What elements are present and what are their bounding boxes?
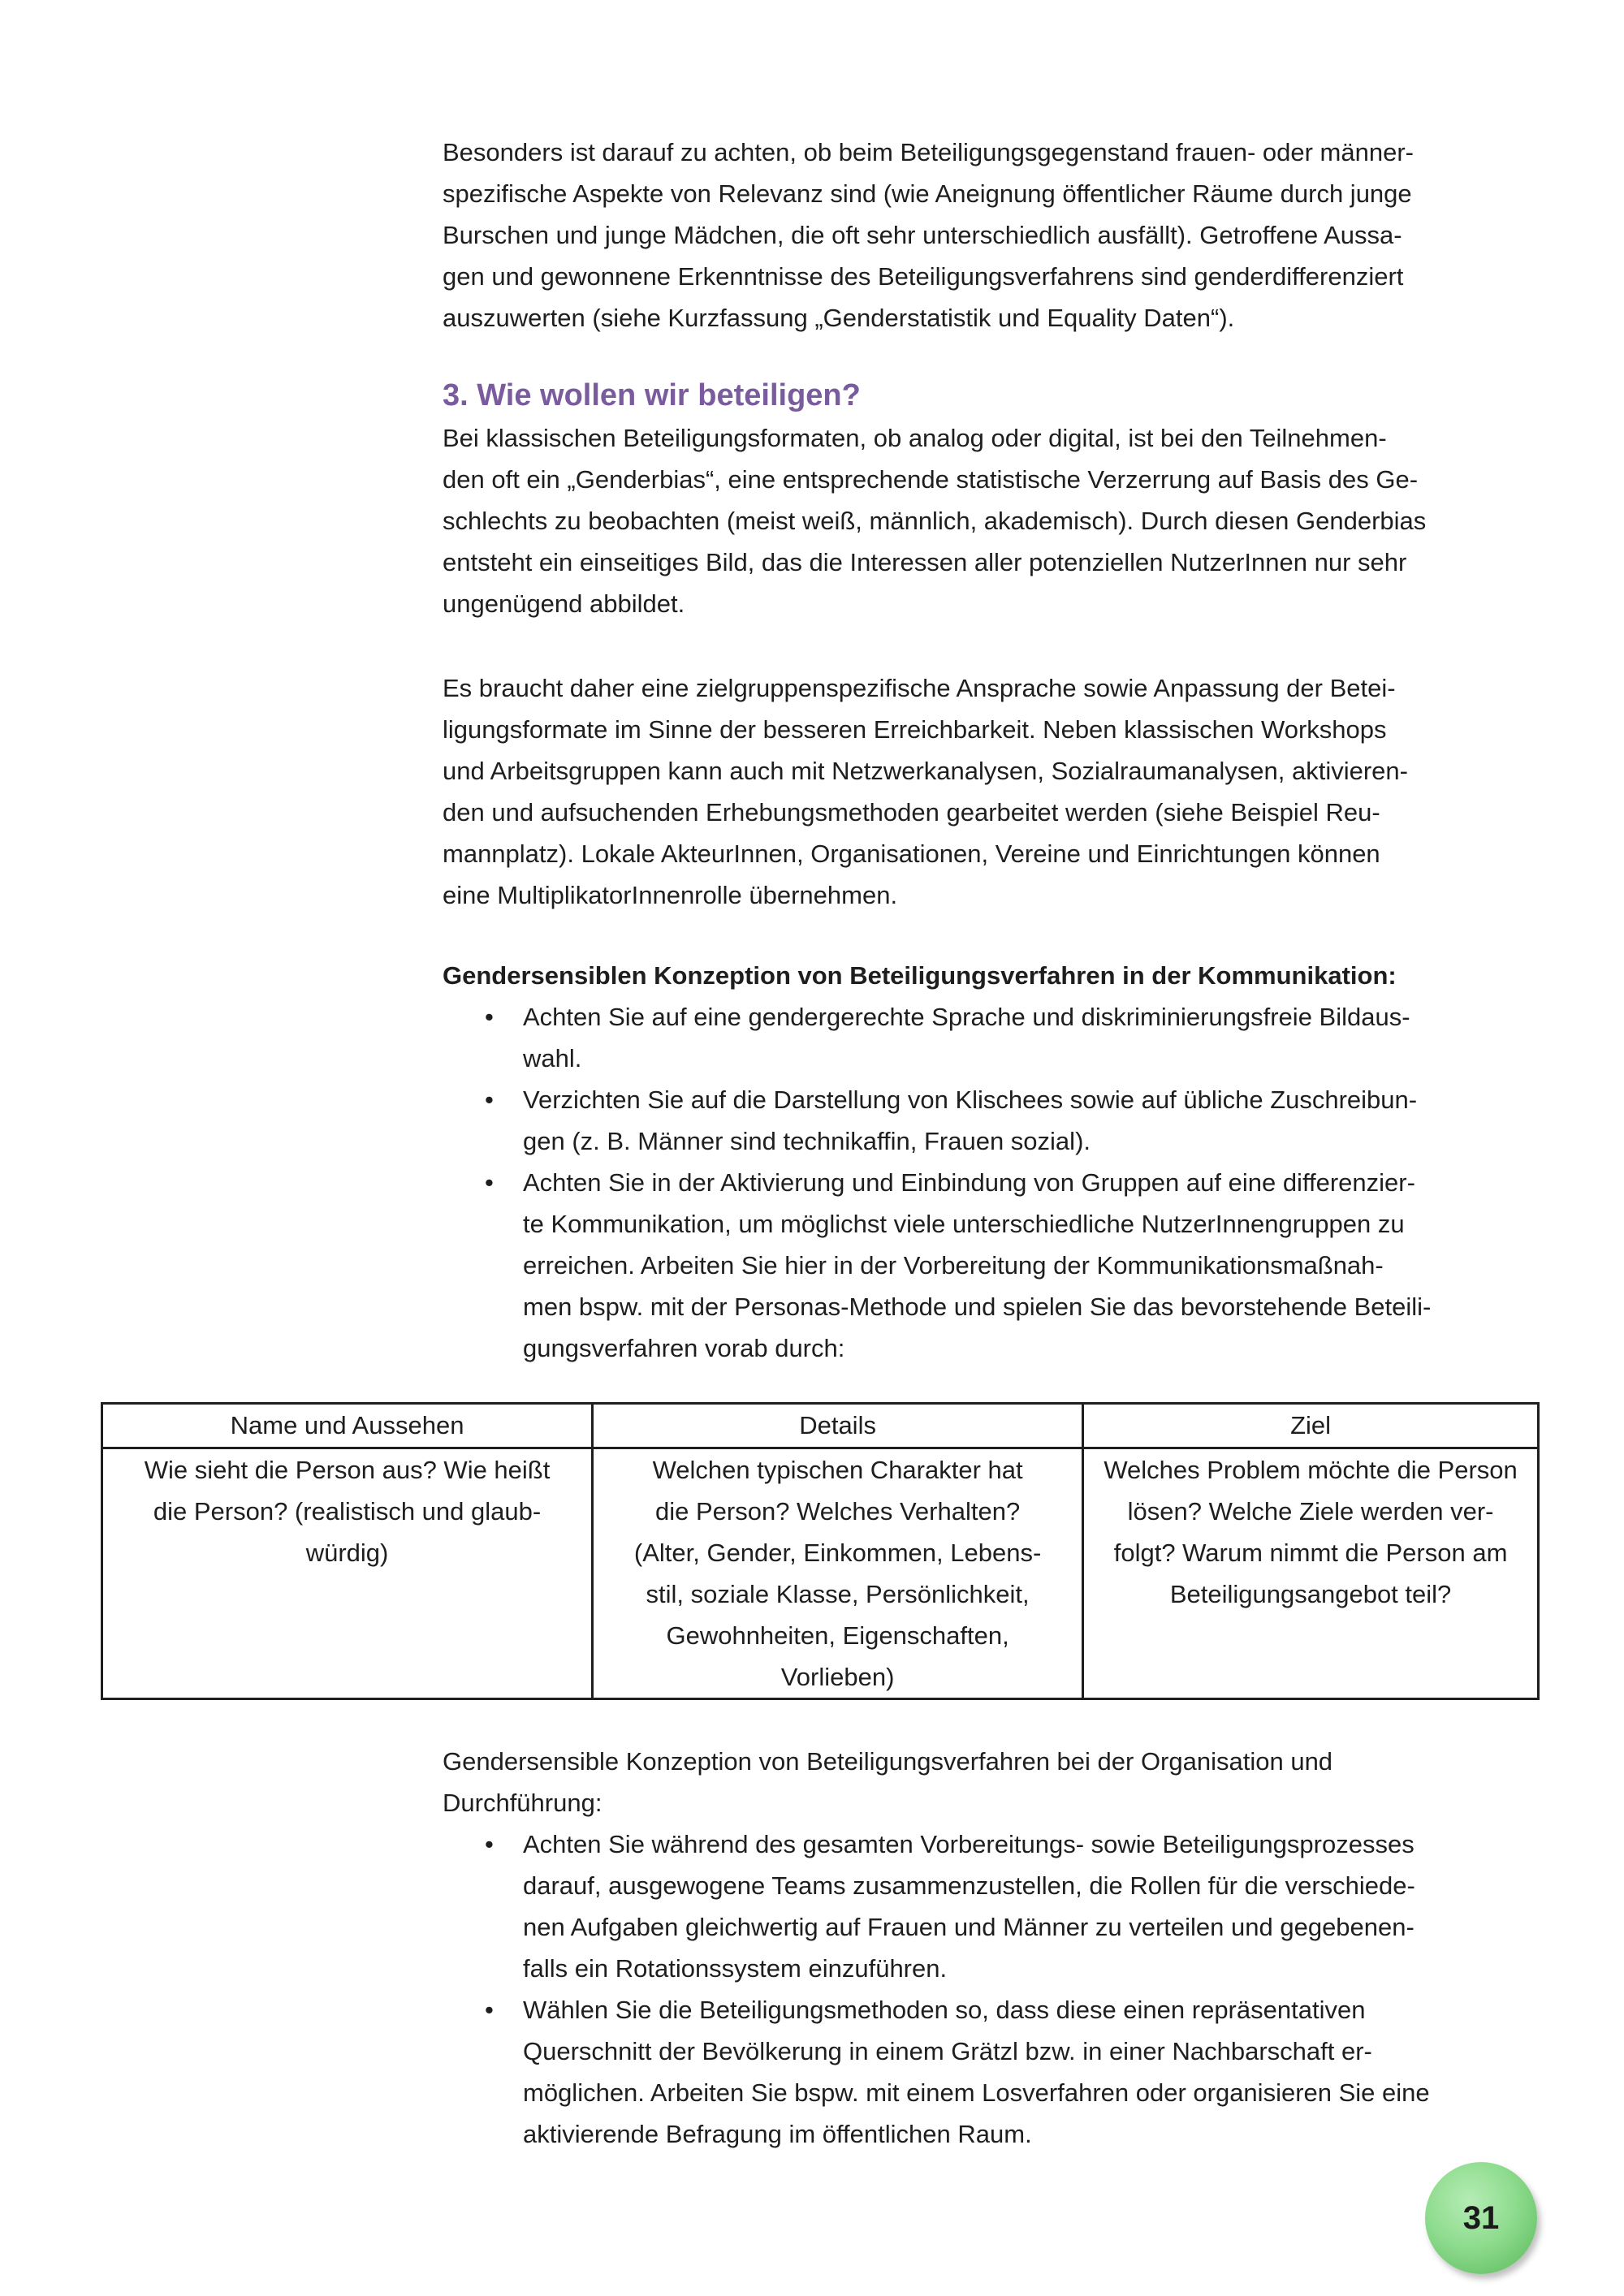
organisation-bullet-list xyxy=(443,1823,1547,2155)
text-line: Durchführung: xyxy=(443,1789,603,1817)
text-line: möglichen. Arbeiten Sie bspw. mit einem Losverfahren oder organisieren Sie eine xyxy=(523,2078,1430,2107)
text-line: eine MultiplikatorInnenrolle übernehmen. xyxy=(443,881,898,909)
text-line: Achten Sie in der Aktivierung und Einbindung von Gruppen auf eine differenzier- xyxy=(523,1168,1415,1197)
page-number: 31 xyxy=(1462,2199,1500,2236)
text-line: den und aufsuchenden Erhebungsmethoden gearbeitet werden (siehe Beispiel Reu- xyxy=(443,798,1380,826)
communication-heading: Gendersensiblen Konzeption von Beteiligungsverfahren in der Kommunikation: xyxy=(443,961,1397,990)
text-line: schlechts zu beobachten (meist weiß, männlich, akademisch). Durch diesen Genderbias xyxy=(443,507,1427,535)
text-line: falls ein Rotationssystem einzuführen. xyxy=(523,1954,948,1983)
text-line: Verzichten Sie auf die Darstellung von Klischees sowie auf übliche Zuschreibun- xyxy=(523,1085,1418,1114)
table-header: Ziel xyxy=(1083,1404,1539,1448)
text-line: lösen? Welche Ziele werden ver- xyxy=(1127,1497,1494,1526)
text-line: Welches Problem möchte die Person xyxy=(1104,1456,1518,1484)
text-line: Vorlieben) xyxy=(780,1663,895,1691)
bullet-icon: • xyxy=(485,1085,494,1114)
text-line: wahl. xyxy=(523,1044,582,1072)
table-header: Name und Aussehen xyxy=(102,1404,593,1448)
intro-paragraph xyxy=(443,132,1547,339)
table-row xyxy=(102,1448,1539,1699)
bullet-icon: • xyxy=(485,1830,494,1858)
text-line: stil, soziale Klasse, Persönlichkeit, xyxy=(646,1580,1030,1608)
text-line: te Kommunikation, um möglichst viele unterschiedliche NutzerInnengruppen zu xyxy=(523,1210,1405,1238)
text-line: spezifische Aspekte von Relevanz sind (wie Aneignung öffentlicher Räume durch junge xyxy=(443,179,1412,208)
lower-section xyxy=(0,1402,1624,2155)
bullet-icon: • xyxy=(485,1003,494,1031)
bullet-item xyxy=(443,1989,1547,2155)
bullet-item xyxy=(443,1079,1547,1162)
table-header: Details xyxy=(593,1404,1083,1448)
text-line: den oft ein „Genderbias“, eine entsprechende statistische Verzerrung auf Basis des Ge- xyxy=(443,465,1419,494)
organisation-paragraph xyxy=(443,1741,1547,1823)
text-line: erreichen. Arbeiten Sie hier in der Vorbereitung der Kommunikationsmaßnah- xyxy=(523,1251,1384,1280)
text-line: Querschnitt der Bevölkerung in einem Grätzl bzw. in einer Nachbarschaft er- xyxy=(523,2037,1372,2065)
table-cell xyxy=(1083,1448,1539,1699)
text-line: die Person? Welches Verhalten? xyxy=(654,1497,1021,1526)
text-line: Besonders ist darauf zu achten, ob beim Beteiligungsgegenstand frauen- oder männer- xyxy=(443,138,1414,166)
text-line: folgt? Warum nimmt die Person am xyxy=(1113,1539,1508,1567)
bullet-icon: • xyxy=(485,1996,494,2024)
text-line: Achten Sie während des gesamten Vorbereitungs- sowie Beteiligungsprozesses xyxy=(523,1830,1415,1858)
section-heading: 3. Wie wollen wir beteiligen? xyxy=(443,378,861,412)
text-line: entsteht ein einseitiges Bild, das die Interessen aller potenziellen NutzerInnen nur sehr xyxy=(443,548,1407,576)
text-line: gen (z. B. Männer sind technikaffin, Frauen sozial). xyxy=(523,1127,1091,1155)
bullet-item xyxy=(443,1823,1547,1989)
text-line: Wählen Sie die Beteiligungsmethoden so, dass diese einen repräsentativen xyxy=(523,1996,1366,2024)
text-line: Burschen und junge Mädchen, die oft sehr unterschiedlich ausfällt). Getroffene Aussa- xyxy=(443,221,1402,249)
text-line: Welchen typischen Charakter hat xyxy=(652,1456,1023,1484)
text-line: Bei klassischen Beteiligungsformaten, ob analog oder digital, ist bei den Teilnehmen- xyxy=(443,424,1387,452)
communication-bullet-list xyxy=(443,996,1547,1369)
bullet-item xyxy=(443,996,1547,1079)
text-line: mannplatz). Lokale AkteurInnen, Organisationen, Vereine und Einrichtungen können xyxy=(443,839,1380,868)
text-line: Beteiligungsangebot teil? xyxy=(1169,1580,1452,1608)
text-line: men bspw. mit der Personas-Methode und spielen Sie das bevorstehende Beteili- xyxy=(523,1293,1432,1321)
text-line: gen und gewonnene Erkenntnisse des Beteiligungsverfahrens sind genderdifferenziert xyxy=(443,262,1404,291)
text-line: die Person? (realistisch und glaub- xyxy=(153,1497,542,1526)
text-line: Gendersensible Konzeption von Beteiligungsverfahren bei der Organisation und xyxy=(443,1747,1333,1776)
text-line: und Arbeitsgruppen kann auch mit Netzwerkanalysen, Sozialraumanalysen, aktivieren- xyxy=(443,757,1408,785)
text-line: (Alter, Gender, Einkommen, Lebens- xyxy=(633,1539,1042,1567)
page-number-badge xyxy=(1425,2162,1537,2274)
text-line: auszuwerten (siehe Kurzfassung „Genderstatistik und Equality Daten“). xyxy=(443,304,1235,332)
text-line: ungenügend abbildet. xyxy=(443,589,685,618)
text-line: würdig) xyxy=(305,1539,389,1567)
genderbias-paragraph xyxy=(443,417,1547,624)
table-cell xyxy=(593,1448,1083,1699)
bullet-item xyxy=(443,1162,1547,1369)
text-line: Es braucht daher eine zielgruppenspezifische Ansprache sowie Anpassung der Betei- xyxy=(443,674,1396,702)
text-line: gungsverfahren vorab durch: xyxy=(523,1334,845,1362)
text-line: darauf, ausgewogene Teams zusammenzustellen, die Rollen für die verschiede- xyxy=(523,1871,1415,1900)
bullet-icon: • xyxy=(485,1168,494,1197)
text-line: ligungsformate im Sinne der besseren Erreichbarkeit. Neben klassischen Workshops xyxy=(443,715,1387,744)
table-cell xyxy=(102,1448,593,1699)
personas-table xyxy=(101,1402,1540,1700)
text-line: nen Aufgaben gleichwertig auf Frauen und Männer zu verteilen und gegebenen- xyxy=(523,1913,1415,1941)
text-line: Achten Sie auf eine gendergerechte Sprache und diskriminierungsfreie Bildaus- xyxy=(523,1003,1410,1031)
text-line: Gewohnheiten, Eigenschaften, xyxy=(666,1621,1009,1650)
target-group-paragraph xyxy=(443,667,1547,916)
text-line: aktivierende Befragung im öffentlichen Raum. xyxy=(523,2120,1032,2148)
text-line: Wie sieht die Person aus? Wie heißt xyxy=(144,1456,551,1484)
